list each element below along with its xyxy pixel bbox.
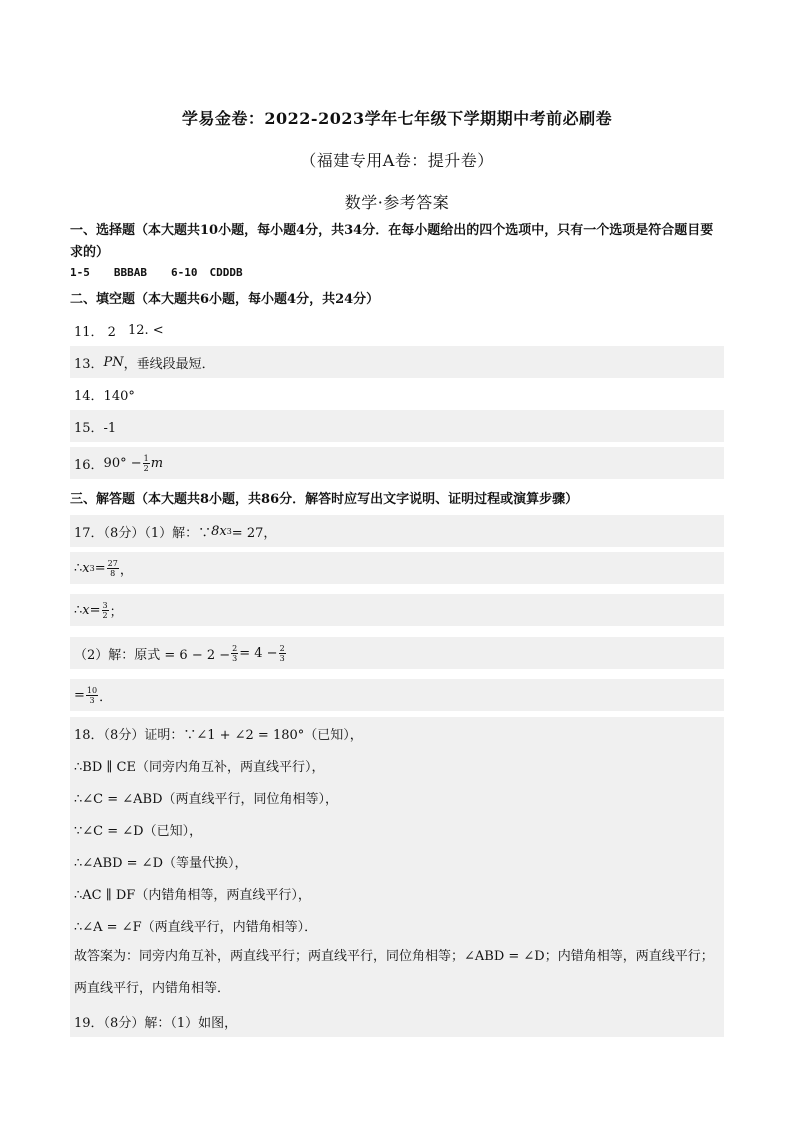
q18-line5: ∴∠ABD = ∠D（等量代换）， <box>70 845 724 877</box>
answer-row-13: 13． PN ，垂线段最短． <box>70 346 724 378</box>
q18-line4: ∵∠C = ∠D（已知）， <box>70 813 724 845</box>
fraction: $\frac{2}{3}$ <box>279 643 285 663</box>
fraction: $\frac{1}{2}$ <box>143 453 149 473</box>
q17-line4: （2）解：原式 = 6 − 2 − $\frac{2}{3}$ = 4 − $\frac{2}{3}$ <box>70 637 724 669</box>
fraction: $\frac{27}{8}$ <box>107 558 118 578</box>
q18-line7: ∴∠A = ∠F（两直线平行，内错角相等）． <box>70 909 724 941</box>
page-subtitle: （福建专用A卷：提升卷） <box>300 151 494 170</box>
q17-line3: ∴ x = $\frac{3}{2}$ ； <box>70 594 724 626</box>
q18-line3: ∴∠C = ∠ABD（两直线平行，同位角相等）， <box>70 781 724 813</box>
section3-heading: 三、解答题（本大题共8小题，共86分．解答时应写出文字说明、证明过程或演算步骤） <box>70 492 579 507</box>
q17-line2: ∴ x 3 = $\frac{27}{8}$ ， <box>70 552 724 584</box>
answer-row-11-12: 11． 2 12. < <box>74 322 164 340</box>
q18-line1: 18．（8分）证明：∵∠1 + ∠2 = 180°（已知）， <box>70 717 724 749</box>
q17-line1: 17．（8分）（1）解：∵ 8x 3 = 27， <box>70 515 724 547</box>
answer-row-15: 15．-1 <box>70 410 724 442</box>
q18-line2: ∴BD ∥ CE（同旁内角互补，两直线平行）， <box>70 749 724 781</box>
fraction: $\frac{10}{3}$ <box>86 685 98 705</box>
section1-heading: 一、选择题（本大题共10小题，每小题4分，共34分．在每小题给出的四个选项中，只有一个选项是符合题目要求的） <box>70 223 714 260</box>
page-title: 学易金卷：2022-2023学年七年级下学期期中考前必刷卷 <box>181 109 613 128</box>
document-title: 数学·参考答案 <box>344 193 450 212</box>
fraction: $\frac{2}{3}$ <box>232 643 238 663</box>
q19-line1: 19．（8分）解：（1）如图， <box>70 1005 724 1037</box>
fraction: $\frac{3}{2}$ <box>102 600 108 620</box>
section2-heading: 二、填空题（本大题共6小题，每小题4分，共24分） <box>70 292 380 307</box>
choice-answers: 1-5 BBBAB 6-10 CDDDB <box>70 266 243 279</box>
answer-row-16: 16． 90° − $\frac{1}{2}$ m <box>70 447 724 479</box>
q17-line5: = $\frac{10}{3}$ ． <box>70 679 724 711</box>
q18-line6: ∴AC ∥ DF（内错角相等，两直线平行）， <box>70 877 724 909</box>
answer-row-14: 14．140° <box>74 388 135 404</box>
q18-summary: 故答案为：同旁内角互补，两直线平行；两直线平行，同位角相等；∠ABD = ∠D；内错角相等，两直线平行；两直线平行，内错角相等． <box>70 941 724 1005</box>
